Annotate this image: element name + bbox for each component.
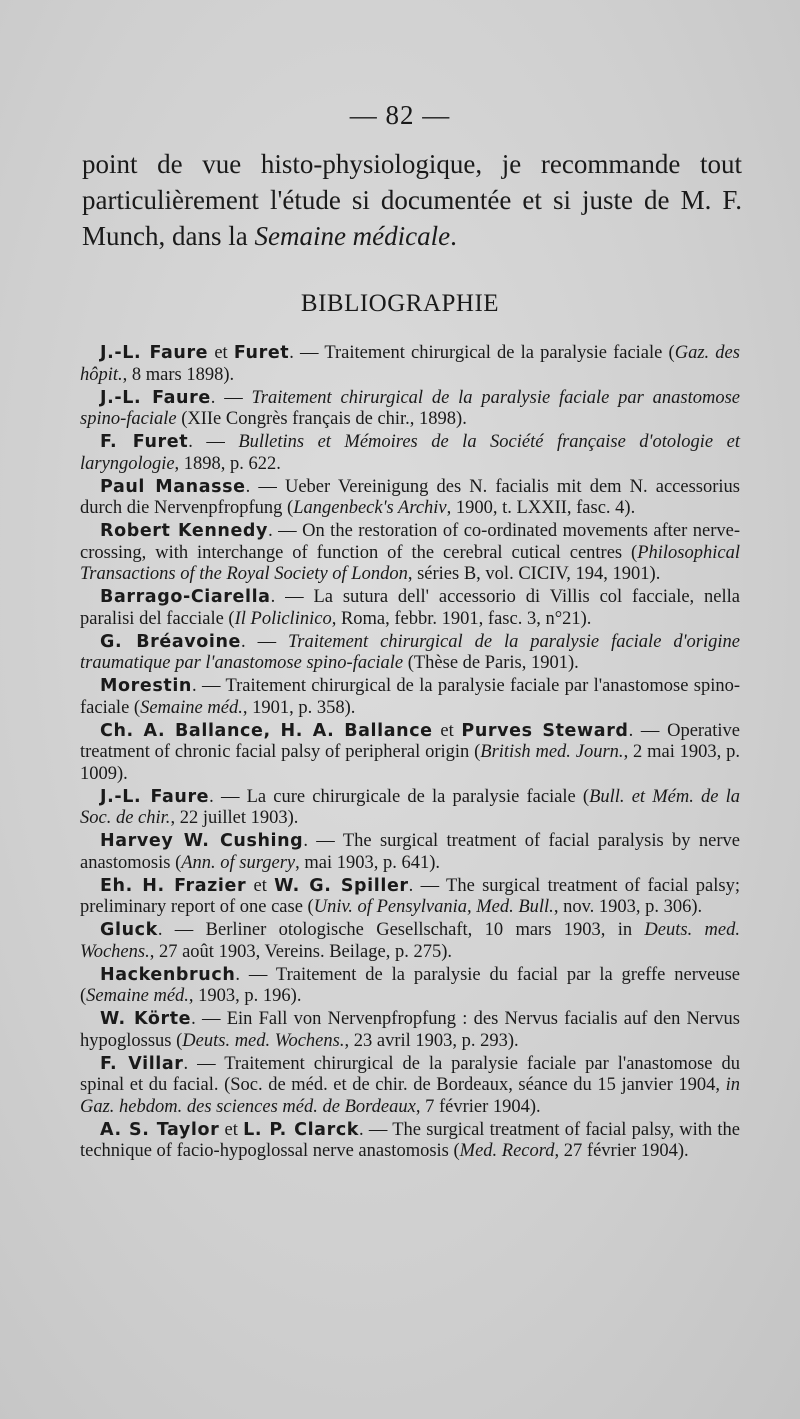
entry-author: Harvey W. Cushing bbox=[100, 831, 304, 851]
entry-author: F. Furet bbox=[100, 432, 189, 452]
bibliography-entry bbox=[80, 1009, 740, 1052]
entry-coauthor: Purves Steward bbox=[461, 720, 629, 741]
bibliography-entry bbox=[80, 521, 740, 586]
bibliography-entry bbox=[80, 965, 740, 1008]
entry-source: Bulletins et Mémoires de la Société française d'otologie et laryngologie bbox=[80, 432, 740, 474]
entry-text: , 27 août 1903, Vereins. Beilage, p. 275). bbox=[149, 941, 453, 962]
entry-source: in Gaz. hebdom. des sciences méd. de Bordeaux bbox=[80, 1075, 740, 1117]
entry-text: . — La cure chirurgicale de la paralysie faciale ( bbox=[209, 786, 590, 807]
entry-author: Paul Manasse bbox=[100, 476, 246, 497]
bibliography-entry bbox=[80, 632, 740, 675]
entry-source: Bull. et Mém. de la Soc. de chir. bbox=[80, 786, 740, 828]
bibliography-entry bbox=[80, 343, 740, 386]
entry-text: . — The surgical treatment of facial palsy; preliminary report of one case ( bbox=[80, 875, 740, 917]
entry-text: . — Berliner otologische Gesellschaft, 10 mars 1903, in bbox=[157, 920, 645, 940]
entry-text: , 23 avril 1903, p. 293). bbox=[344, 1030, 519, 1051]
entry-text: . — bbox=[210, 387, 252, 408]
entry-text: . — Ueber Vereinigung des N. facialis mit dem N. accessorius durch die Nervenpfropfung ( bbox=[80, 476, 741, 518]
entry-text: , 7 février 1904). bbox=[415, 1096, 541, 1117]
entry-author: Morestin bbox=[100, 676, 192, 696]
entry-author: J.-L. Faure bbox=[100, 786, 210, 807]
entry-source: Med. Record bbox=[459, 1141, 555, 1161]
entry-title: Traitement chirurgical de la paralysie faciale par anastomose spino-faciale bbox=[80, 387, 740, 429]
entry-text: et bbox=[219, 1119, 244, 1140]
entry-text: , Roma, febbr. 1901, fasc. 3, n°21). bbox=[331, 608, 592, 629]
entry-text: . — La sutura dell' accessorio di Villis col facciale, nella paralisi del facciale ( bbox=[80, 587, 740, 629]
bibliography-list bbox=[80, 343, 740, 1164]
bibliography-entry bbox=[80, 831, 740, 874]
entry-text: . — Traitement de la paralysie du facial par la greffe nerveuse ( bbox=[80, 964, 740, 1006]
entry-coauthor: Furet bbox=[233, 343, 290, 363]
entry-source: Semaine méd. bbox=[140, 697, 243, 718]
entry-source: Semaine méd. bbox=[86, 986, 189, 1006]
entry-text: , 27 février 1904). bbox=[554, 1141, 689, 1161]
entry-text: , 1900, t. LXXII, fasc. 4). bbox=[446, 498, 636, 518]
bibliography-entry bbox=[80, 721, 740, 786]
entry-author: Hackenbruch bbox=[100, 964, 236, 985]
entry-text: . — The surgical treatment of facial palsy, with the technique of facio-hypoglossal nerve anastomosis ( bbox=[80, 1119, 740, 1161]
intro-journal: Semaine médicale bbox=[254, 221, 451, 251]
entry-text: . — Ein Fall von Nervenpfropfung : des Nervus facialis auf den Nervus hypoglossus ( bbox=[80, 1009, 740, 1051]
entry-text: . — Operative treatment of chronic facial palsy of peripheral origin ( bbox=[80, 720, 741, 762]
bibliography-entry bbox=[80, 388, 740, 431]
entry-coauthor: W. G. Spiller bbox=[274, 875, 409, 896]
entry-title: Traitement chirurgical de la paralysie faciale d'origine traumatique par l'anastomose spino-faciale bbox=[80, 631, 740, 673]
entry-author: G. Bréavoine bbox=[100, 631, 242, 652]
bibliography-entry bbox=[80, 587, 740, 630]
entry-author: F. Villar bbox=[100, 1053, 184, 1074]
entry-author: W. Körte bbox=[100, 1009, 192, 1029]
entry-text: , 22 juillet 1903). bbox=[170, 808, 299, 828]
page-number: — 82 — bbox=[349, 100, 451, 130]
entry-text: . — bbox=[241, 631, 288, 652]
entry-author: Barrago-Ciarella bbox=[100, 587, 271, 607]
entry-author: Gluck bbox=[100, 920, 158, 940]
entry-text: , nov. 1903, p. 306). bbox=[553, 897, 703, 917]
entry-text: et bbox=[208, 343, 234, 363]
entry-author: Eh. H. Frazier bbox=[100, 875, 247, 896]
bibliography-entry bbox=[80, 1120, 740, 1163]
entry-text: (XIIe Congrès français de chir., 1898). bbox=[176, 409, 467, 429]
bibliography-heading: BIBLIOGRAPHIE bbox=[300, 290, 500, 317]
entry-author: J.-L. Faure bbox=[100, 387, 211, 408]
entry-text: . — Traitement chirurgical de la paralysie faciale ( bbox=[289, 343, 675, 363]
entry-text: , 1898, p. 622. bbox=[174, 453, 281, 474]
entry-author: Robert Kennedy bbox=[100, 521, 269, 541]
entry-text: . — bbox=[188, 432, 239, 452]
bibliography-entry bbox=[80, 1054, 740, 1119]
entry-text: . — On the restoration of co-ordinated movements after nerve-crossing, with interchange of function of the cerebral cutical centres ( bbox=[80, 521, 740, 563]
entry-source: Deuts. med. Wochens. bbox=[182, 1030, 345, 1051]
entry-text: . — Traitement chirurgical de la paralysie faciale par l'anastomose spino-faciale ( bbox=[80, 676, 740, 718]
entry-author: A. S. Taylor bbox=[100, 1119, 220, 1140]
bibliography-entry bbox=[80, 920, 740, 963]
entry-source: Gaz. des hôpit. bbox=[80, 343, 740, 385]
intro-paragraph bbox=[82, 146, 742, 254]
entry-text: , 1901, p. 358). bbox=[242, 697, 356, 718]
entry-source: Univ. of Pensylvania, Med. Bull. bbox=[313, 897, 554, 917]
entry-text: , 2 mai 1903, p. 1009). bbox=[80, 742, 741, 784]
entry-source: British med. Journ. bbox=[480, 742, 624, 762]
entry-source: Il Policlinico bbox=[234, 608, 332, 629]
entry-text: . — The surgical treatment of facial paralysis by nerve anastomosis ( bbox=[80, 831, 740, 873]
entry-text: , 1903, p. 196). bbox=[188, 986, 302, 1006]
entry-text: (Thèse de Paris, 1901). bbox=[403, 653, 579, 673]
intro-end: . bbox=[450, 221, 457, 251]
entry-source: Philosophical Transactions of the Royal Society of London bbox=[80, 542, 740, 584]
entry-source: Ann. of surgery bbox=[181, 852, 296, 873]
entry-text: et bbox=[246, 875, 275, 896]
bibliography-entry bbox=[80, 676, 740, 719]
bibliography-entry bbox=[80, 787, 740, 830]
bibliography-entry bbox=[80, 876, 740, 919]
entry-text: , séries B, vol. CICIV, 194, 1901). bbox=[407, 564, 661, 584]
bibliography-entry bbox=[80, 477, 740, 520]
intro-text: point de vue histo-physiologique, je recommande tout particulièrement l'étude si documentée et si juste de M. F. Munch, dans la bbox=[82, 149, 742, 251]
entry-text: , mai 1903, p. 641). bbox=[295, 852, 441, 873]
entry-source: Langenbeck's Archiv bbox=[293, 498, 447, 518]
entry-text: , 8 mars 1898). bbox=[122, 364, 235, 385]
entry-author: J.-L. Faure bbox=[100, 343, 209, 363]
entry-source: Deuts. med. Wochens. bbox=[80, 920, 740, 962]
entry-author: Ch. A. Ballance, H. A. Ballance bbox=[100, 720, 433, 741]
entry-text: . — Traitement chirurgical de la paralysie faciale par l'anastomose du spinal et du facial. (Soc. de méd. et de chir. de Bordeaux, séance du 15 janvier 1904, bbox=[80, 1053, 740, 1095]
entry-coauthor: L. P. Clarck bbox=[243, 1119, 360, 1140]
bibliography-entry bbox=[80, 432, 740, 475]
entry-text: et bbox=[432, 720, 462, 741]
